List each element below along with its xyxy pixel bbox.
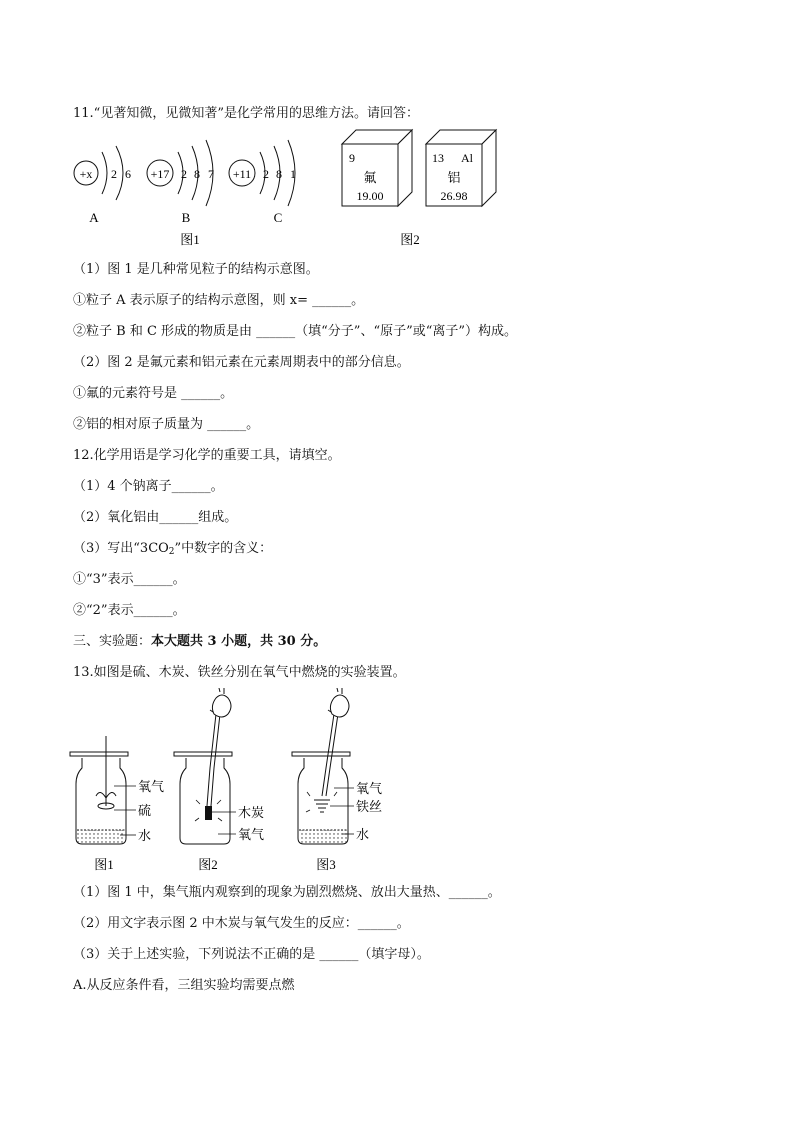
atom-a-diagram (74, 146, 131, 225)
atom-b-diagram (147, 140, 214, 225)
caption-fig-1: 图1 (94, 857, 114, 872)
aluminium-mass: 26.98 (440, 189, 468, 203)
aluminium-cell (426, 130, 496, 206)
jar-1-label-oxygen: 氧气 (138, 779, 165, 794)
fluorine-number: 9 (349, 151, 355, 165)
jar-3-label-water: 水 (356, 827, 370, 842)
jar-2-charcoal (174, 688, 264, 872)
q12-line-3-sub: 2 (168, 547, 175, 557)
q12-line-3-post: ”中数字的含义： (174, 541, 273, 556)
atom-b-shell-1: 2 (181, 167, 187, 181)
caption-fig-3: 图3 (316, 857, 336, 872)
atom-c-diagram (229, 140, 296, 225)
atom-c-shell-3: 1 (290, 167, 296, 181)
atom-c-shell-1: 2 (263, 167, 269, 181)
fluorine-mass: 19.00 (356, 189, 384, 203)
atom-a-label: A (89, 210, 99, 225)
fig1-caption: 图1 (180, 232, 200, 247)
q13-line-2: （2）用文字表示图 2 中木炭与氧气发生的反应：______。 (73, 916, 410, 931)
q11-line-2: ①粒子 A 表示原子的结构示意图，则 x= ______。 (73, 293, 365, 308)
jar-3-label-oxygen: 氧气 (356, 781, 383, 796)
atom-c-shell-2: 8 (276, 167, 282, 181)
atom-c-label: C (273, 210, 283, 225)
q11-line-1: （1）图 1 是几种常见粒子的结构示意图。 (73, 262, 319, 277)
jar-2-label-charcoal: 木炭 (238, 805, 265, 820)
section-3-title: 三、实验题： (73, 634, 152, 649)
aluminium-number: 13 (432, 151, 444, 165)
atom-c-nucleus: +11 (232, 167, 252, 181)
atom-a-shell-1: 2 (111, 167, 117, 181)
q11-line-6: ②铝的相对原子质量为 ______。 (73, 417, 260, 432)
atom-structure-figure (66, 128, 326, 250)
jar-1-label-water: 水 (138, 828, 152, 843)
fluorine-name: 氟 (363, 170, 377, 185)
atom-b-nucleus: +17 (150, 167, 170, 181)
q11-line-4: （2）图 2 是氟元素和铝元素在元素周期表中的部分信息。 (73, 355, 410, 370)
q11-title: 11.“见著知微，见微知著”是化学常用的思维方法。请回答： (73, 106, 419, 121)
jar-3-label-iron-wire: 铁丝 (356, 799, 383, 814)
periodic-cells-figure (336, 122, 506, 250)
q12-line-1: （1）4 个钠离子______。 (73, 479, 224, 494)
aluminium-symbol: Al (461, 151, 473, 165)
q12-line-2: （2）氧化铝由______组成。 (73, 510, 238, 525)
fig2-caption: 图2 (400, 232, 420, 247)
section-3-heading (73, 634, 326, 650)
section-3-title-bold: 本大题共 3 小题，共 30 分。 (151, 634, 327, 649)
fluorine-cell (342, 130, 412, 206)
q13-line-3: （3）关于上述实验，下列说法不正确的是 ______（填字母）。 (73, 947, 430, 962)
q12-line-5: ②“2”表示______。 (73, 603, 186, 618)
atom-b-label: B (181, 210, 191, 225)
atom-a-nucleus: +x (79, 167, 93, 181)
atom-b-shell-2: 8 (194, 167, 200, 181)
q13-title: 13.如图是硫、木炭、铁丝分别在氧气中燃烧的实验装置。 (73, 665, 406, 680)
q12-line-4: ①“3”表示______。 (73, 572, 186, 587)
jar-2-label-oxygen: 氧气 (238, 827, 265, 842)
atom-a-shell-2: 6 (125, 167, 131, 181)
q11-line-3: ②粒子 B 和 C 形成的物质是由 ______（填“分子”、“原子”或“离子”）构成。 (73, 324, 518, 339)
q13-line-1: （1）图 1 中，集气瓶内观察到的现象为剧烈燃烧、放出大量热、______。 (73, 885, 501, 900)
q13-option-a: A.从反应条件看，三组实验均需要点燃 (73, 978, 295, 993)
q12-title: 12.化学用语是学习化学的重要工具，请填空。 (73, 448, 341, 463)
jar-1-sulfur (70, 736, 164, 872)
atom-b-shell-3: 7 (208, 167, 214, 181)
q12-line-3-pre: （3）写出“3CO (73, 541, 169, 556)
jar-1-label-sulfur: 硫 (138, 803, 152, 818)
jar-3-iron-wire (292, 688, 382, 872)
aluminium-name: 铝 (447, 170, 461, 185)
q11-line-5: ①氟的元素符号是 ______。 (73, 386, 234, 401)
caption-fig-2: 图2 (198, 857, 218, 872)
q12-line-3 (73, 541, 272, 560)
combustion-experiment-figure (64, 688, 404, 874)
